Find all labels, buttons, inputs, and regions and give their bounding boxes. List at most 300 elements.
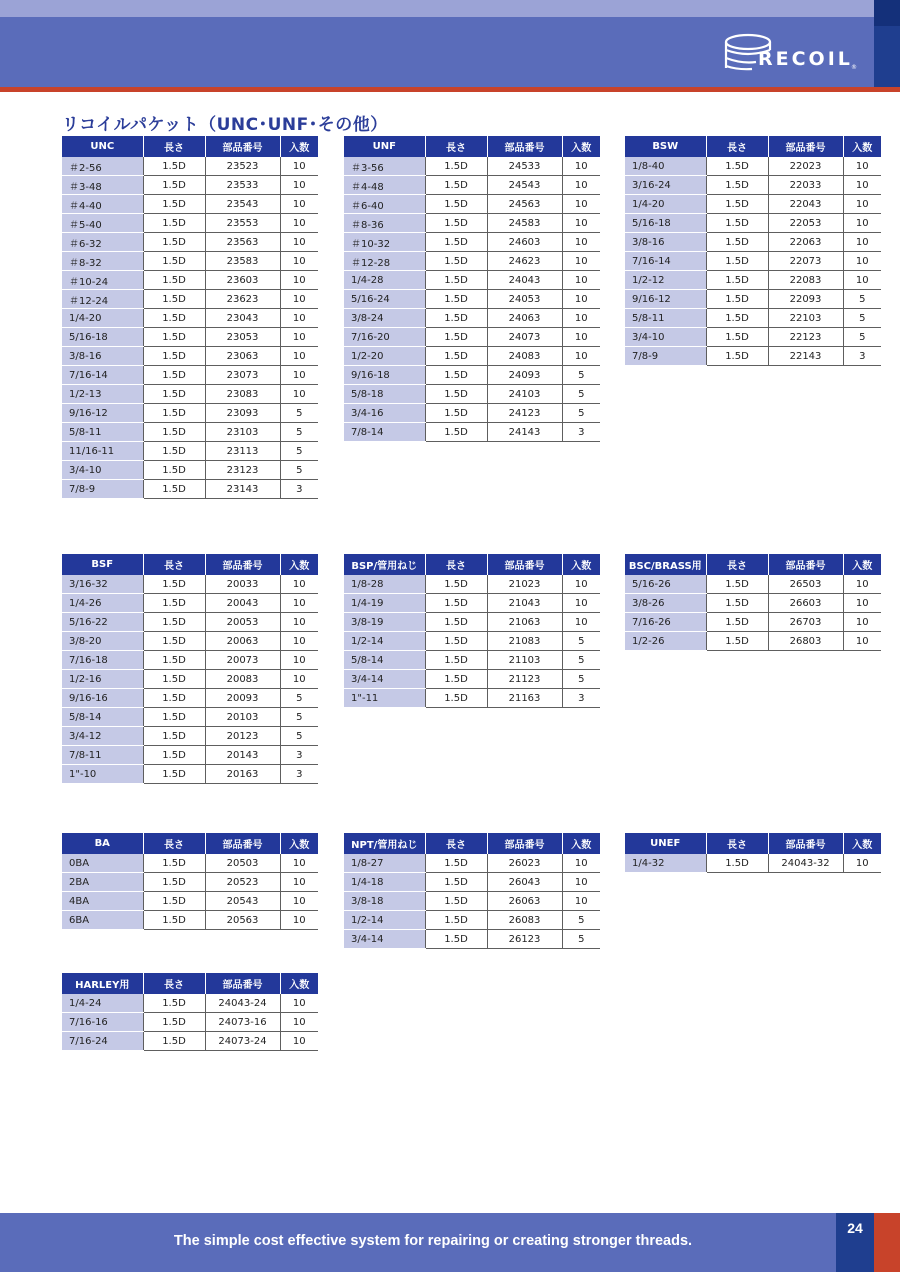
thread-size-cell: ＃6-32 [62,233,143,252]
thread-table-bsc [625,554,881,651]
thread-size-cell: 9/16-12 [62,404,143,423]
quantity-cell: 10 [280,347,318,366]
quantity-cell: 10 [280,594,318,613]
part-number-cell: 21123 [487,670,562,689]
table-row [625,176,881,195]
thread-type-header: BSF [62,554,143,575]
length-cell: 1.5D [425,670,487,689]
part-number-cell: 23583 [205,252,280,271]
thread-size-cell: 2BA [62,873,143,892]
thread-size-cell: 1/4-19 [344,594,425,613]
thread-type-header: BSP/管用ねじ [344,554,425,575]
table-row [62,689,318,708]
part-number-cell: 20563 [205,911,280,930]
table-row [62,708,318,727]
thread-size-cell: 5/8-18 [344,385,425,404]
table-row [62,195,318,214]
length-cell: 1.5D [143,461,205,480]
part-number-header: 部品番号 [487,136,562,157]
part-number-cell: 22023 [768,157,843,176]
thread-size-cell: 1/2-14 [344,632,425,651]
table-row [62,347,318,366]
thread-size-cell: 5/16-22 [62,613,143,632]
length-cell: 1.5D [706,854,768,873]
part-number-cell: 23073 [205,366,280,385]
length-cell: 1.5D [143,366,205,385]
length-cell: 1.5D [143,632,205,651]
quantity-cell: 5 [280,727,318,746]
quantity-cell: 10 [843,195,881,214]
thread-type-header: UNEF [625,833,706,854]
part-number-header: 部品番号 [205,554,280,575]
part-number-cell: 20093 [205,689,280,708]
thread-size-cell: 1"-11 [344,689,425,708]
thread-size-cell: 9/16-18 [344,366,425,385]
length-cell: 1.5D [425,271,487,290]
table-row [62,613,318,632]
length-cell: 1.5D [425,328,487,347]
part-number-cell: 23553 [205,214,280,233]
quantity-cell: 10 [843,233,881,252]
table-row [62,366,318,385]
length-cell: 1.5D [143,873,205,892]
table-row [344,651,600,670]
part-number-cell: 24143 [487,423,562,442]
length-cell: 1.5D [425,385,487,404]
table-row [344,930,600,949]
thread-size-cell: 3/8-20 [62,632,143,651]
quantity-header: 入数 [562,136,600,157]
length-cell: 1.5D [425,157,487,176]
table-row [344,575,600,594]
quantity-cell: 10 [562,854,600,873]
quantity-cell: 10 [562,309,600,328]
table-row [625,252,881,271]
length-cell: 1.5D [143,765,205,784]
table-row [344,854,600,873]
quantity-cell: 10 [843,575,881,594]
quantity-cell: 5 [562,930,600,949]
part-number-cell: 24073 [487,328,562,347]
thread-size-cell: ＃8-36 [344,214,425,233]
quantity-cell: 5 [280,442,318,461]
table-row [62,423,318,442]
part-number-cell: 23563 [205,233,280,252]
length-cell: 1.5D [425,594,487,613]
quantity-cell: 10 [562,892,600,911]
quantity-cell: 5 [562,911,600,930]
table-row [62,480,318,499]
thread-type-header: UNF [344,136,425,157]
quantity-header: 入数 [280,973,318,994]
length-cell: 1.5D [706,252,768,271]
thread-type-header: NPT/管用ねじ [344,833,425,854]
length-cell: 1.5D [143,613,205,632]
quantity-cell: 10 [562,233,600,252]
part-number-cell: 24093 [487,366,562,385]
thread-size-cell: 5/8-14 [62,708,143,727]
length-cell: 1.5D [706,632,768,651]
table-row [62,442,318,461]
table-row [344,195,600,214]
quantity-cell: 5 [562,651,600,670]
quantity-cell: 5 [280,708,318,727]
table-row [62,670,318,689]
thread-size-cell: 3/8-26 [625,594,706,613]
table-row [344,328,600,347]
thread-size-cell: 7/16-14 [62,366,143,385]
quantity-cell: 5 [280,404,318,423]
length-cell: 1.5D [425,689,487,708]
table-row [344,632,600,651]
part-number-cell: 23063 [205,347,280,366]
thread-table-npt [344,833,600,949]
length-cell: 1.5D [143,911,205,930]
quantity-cell: 10 [562,195,600,214]
thread-size-cell: 3/4-14 [344,670,425,689]
part-number-header: 部品番号 [487,554,562,575]
table-row [62,765,318,784]
length-cell: 1.5D [425,309,487,328]
part-number-header: 部品番号 [205,973,280,994]
thread-size-cell: 5/8-11 [62,423,143,442]
thread-size-cell: 3/8-16 [625,233,706,252]
thread-size-cell: 3/4-12 [62,727,143,746]
quantity-cell: 10 [280,575,318,594]
table-row [625,233,881,252]
part-number-cell: 26803 [768,632,843,651]
header-top-strip [0,0,874,17]
table-row [344,911,600,930]
length-cell: 1.5D [143,594,205,613]
quantity-cell: 10 [562,157,600,176]
part-number-header: 部品番号 [205,833,280,854]
table-row [62,1013,318,1032]
part-number-cell: 21103 [487,651,562,670]
thread-table-unc [62,136,318,499]
thread-size-cell: 0BA [62,854,143,873]
part-number-cell: 26043 [487,873,562,892]
thread-size-cell: 7/16-24 [62,1032,143,1051]
part-number-cell: 23523 [205,157,280,176]
table-row [62,157,318,176]
length-cell: 1.5D [425,854,487,873]
table-row [62,176,318,195]
thread-size-cell: 7/16-16 [62,1013,143,1032]
part-number-cell: 24083 [487,347,562,366]
part-number-cell: 26023 [487,854,562,873]
part-number-cell: 24043 [487,271,562,290]
quantity-header: 入数 [280,833,318,854]
length-cell: 1.5D [425,404,487,423]
header-red-rule [0,87,900,92]
page-number: 24 [847,1220,863,1236]
table-row [62,1032,318,1051]
table-row [62,575,318,594]
table-row [62,271,318,290]
part-number-cell: 20043 [205,594,280,613]
table-row [62,252,318,271]
thread-table-ba [62,833,318,930]
length-header: 長さ [143,554,205,575]
length-cell: 1.5D [706,575,768,594]
length-cell: 1.5D [425,195,487,214]
length-cell: 1.5D [425,613,487,632]
quantity-cell: 10 [280,1032,318,1051]
part-number-cell: 21163 [487,689,562,708]
table-row [625,157,881,176]
part-number-cell: 20053 [205,613,280,632]
table-header-row [625,136,881,157]
quantity-header: 入数 [562,554,600,575]
thread-size-cell: 1/8-40 [625,157,706,176]
part-number-cell: 23093 [205,404,280,423]
length-cell: 1.5D [425,575,487,594]
thread-table-bsf [62,554,318,784]
table-row [62,461,318,480]
thread-size-cell: ＃5-40 [62,214,143,233]
part-number-cell: 24053 [487,290,562,309]
part-number-cell: 23543 [205,195,280,214]
length-cell: 1.5D [706,176,768,195]
table-header-row [62,973,318,994]
footer-red-corner [874,1213,900,1272]
part-number-cell: 24103 [487,385,562,404]
thread-size-cell: 3/8-16 [62,347,143,366]
table-row [62,290,318,309]
quantity-cell: 5 [843,309,881,328]
table-row [625,195,881,214]
footer-tagline: The simple cost effective system for repairing or creating stronger threads. [173,1233,693,1249]
length-cell: 1.5D [143,347,205,366]
part-number-cell: 26083 [487,911,562,930]
length-cell: 1.5D [706,157,768,176]
quantity-cell: 10 [562,347,600,366]
part-number-cell: 24583 [487,214,562,233]
quantity-cell: 10 [280,157,318,176]
thread-size-cell: ＃3-56 [344,157,425,176]
part-number-cell: 22053 [768,214,843,233]
length-cell: 1.5D [706,309,768,328]
registered-mark: ® [851,64,857,71]
table-row [62,309,318,328]
table-header-row [344,833,600,854]
length-cell: 1.5D [425,930,487,949]
length-cell: 1.5D [143,252,205,271]
part-number-cell: 20033 [205,575,280,594]
length-cell: 1.5D [143,670,205,689]
quantity-cell: 3 [562,423,600,442]
quantity-cell: 10 [280,873,318,892]
table-row [625,854,881,873]
table-row [62,632,318,651]
part-number-cell: 26703 [768,613,843,632]
length-cell: 1.5D [425,423,487,442]
part-number-cell: 20163 [205,765,280,784]
table-row [625,347,881,366]
thread-size-cell: ＃8-32 [62,252,143,271]
part-number-cell: 26603 [768,594,843,613]
length-cell: 1.5D [143,727,205,746]
thread-size-cell: 9/16-12 [625,290,706,309]
brand-name: RECOIL [758,48,853,70]
length-cell: 1.5D [425,214,487,233]
thread-size-cell: 7/8-9 [625,347,706,366]
part-number-cell: 24073-24 [205,1032,280,1051]
thread-size-cell: ＃10-24 [62,271,143,290]
page-title: リコイルパケット（UNC･UNF･その他） [62,115,388,135]
table-row [344,290,600,309]
thread-size-cell: 4BA [62,892,143,911]
thread-size-cell: 3/4-16 [344,404,425,423]
quantity-cell: 5 [280,461,318,480]
table-row [62,854,318,873]
quantity-cell: 10 [843,632,881,651]
table-row [344,670,600,689]
length-cell: 1.5D [143,1032,205,1051]
part-number-cell: 23533 [205,176,280,195]
quantity-cell: 10 [280,670,318,689]
thread-table-bsw [625,136,881,366]
part-number-cell: 24043-24 [205,994,280,1013]
length-cell: 1.5D [143,994,205,1013]
quantity-cell: 5 [562,632,600,651]
thread-size-cell: ＃12-28 [344,252,425,271]
length-header: 長さ [425,554,487,575]
quantity-cell: 10 [843,854,881,873]
table-row [344,423,600,442]
thread-size-cell: ＃10-32 [344,233,425,252]
part-number-cell: 21063 [487,613,562,632]
quantity-cell: 10 [843,252,881,271]
part-number-cell: 23053 [205,328,280,347]
thread-size-cell: 6BA [62,911,143,930]
part-number-cell: 21023 [487,575,562,594]
part-number-header: 部品番号 [768,833,843,854]
length-cell: 1.5D [425,347,487,366]
header-corner-block-top [874,0,900,26]
part-number-cell: 24043-32 [768,854,843,873]
length-cell: 1.5D [143,746,205,765]
thread-size-cell: 1/2-14 [344,911,425,930]
quantity-header: 入数 [843,833,881,854]
quantity-cell: 10 [843,176,881,195]
part-number-cell: 23143 [205,480,280,499]
length-cell: 1.5D [425,632,487,651]
table-row [62,404,318,423]
part-number-cell: 23103 [205,423,280,442]
length-header: 長さ [425,833,487,854]
thread-size-cell: 1/4-26 [62,594,143,613]
length-header: 長さ [425,136,487,157]
length-cell: 1.5D [425,873,487,892]
table-row [62,994,318,1013]
table-row [344,271,600,290]
thread-size-cell: ＃4-48 [344,176,425,195]
thread-size-cell: 1/2-12 [625,271,706,290]
table-header-row [625,554,881,575]
quantity-cell: 5 [280,689,318,708]
table-row [62,328,318,347]
quantity-cell: 10 [562,328,600,347]
length-cell: 1.5D [143,195,205,214]
length-cell: 1.5D [425,892,487,911]
part-number-cell: 22033 [768,176,843,195]
thread-table-harley [62,973,318,1051]
quantity-header: 入数 [843,554,881,575]
table-row [344,347,600,366]
table-row [625,271,881,290]
length-cell: 1.5D [706,594,768,613]
thread-size-cell: 1/2-16 [62,670,143,689]
table-row [62,746,318,765]
quantity-cell: 10 [280,911,318,930]
table-row [344,892,600,911]
length-cell: 1.5D [143,1013,205,1032]
table-row [344,385,600,404]
quantity-cell: 10 [562,271,600,290]
quantity-cell: 10 [843,271,881,290]
length-cell: 1.5D [706,233,768,252]
part-number-cell: 21083 [487,632,562,651]
quantity-cell: 10 [280,176,318,195]
length-cell: 1.5D [143,480,205,499]
length-cell: 1.5D [425,252,487,271]
thread-size-cell: 5/16-24 [344,290,425,309]
thread-size-cell: 7/16-26 [625,613,706,632]
part-number-header: 部品番号 [487,833,562,854]
table-row [62,385,318,404]
thread-size-cell: ＃6-40 [344,195,425,214]
table-row [344,176,600,195]
part-number-cell: 21043 [487,594,562,613]
thread-size-cell: 11/16-11 [62,442,143,461]
quantity-cell: 10 [280,290,318,309]
table-row [625,632,881,651]
quantity-cell: 5 [280,423,318,442]
length-cell: 1.5D [425,290,487,309]
table-row [62,233,318,252]
length-cell: 1.5D [143,271,205,290]
thread-size-cell: 5/8-14 [344,651,425,670]
quantity-cell: 5 [843,290,881,309]
length-header: 長さ [706,833,768,854]
table-row [62,911,318,930]
length-cell: 1.5D [143,157,205,176]
table-row [344,689,600,708]
thread-size-cell: ＃2-56 [62,157,143,176]
table-row [62,892,318,911]
thread-size-cell: 3/8-18 [344,892,425,911]
table-row [625,328,881,347]
quantity-cell: 3 [843,347,881,366]
part-number-cell: 20523 [205,873,280,892]
part-number-header: 部品番号 [768,554,843,575]
thread-size-cell: ＃4-40 [62,195,143,214]
length-cell: 1.5D [143,575,205,594]
thread-size-cell: 3/4-10 [625,328,706,347]
length-header: 長さ [143,833,205,854]
table-header-row [625,833,881,854]
part-number-cell: 23043 [205,309,280,328]
table-row [62,594,318,613]
part-number-cell: 22103 [768,309,843,328]
table-row [344,214,600,233]
table-header-row [62,136,318,157]
thread-size-cell: 1/2-26 [625,632,706,651]
table-row [344,309,600,328]
length-cell: 1.5D [143,233,205,252]
